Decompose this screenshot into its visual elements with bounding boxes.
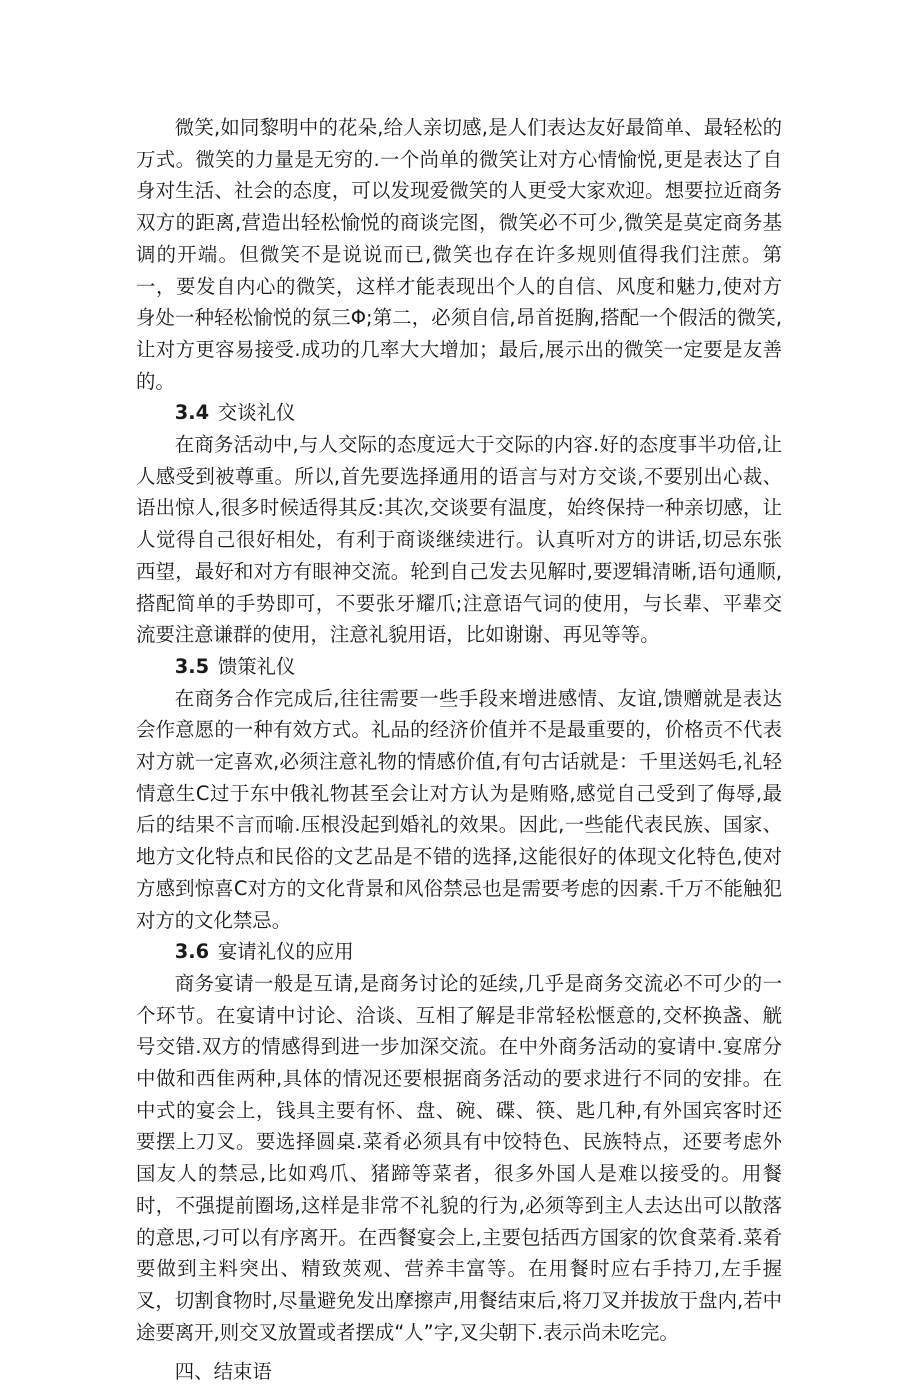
heading-3-5 — [136, 651, 782, 683]
paragraph-smile: 微笑,如同黎明中的花朵,给人亲切感,是人们表达友好最简单、最轻松的万式。微笑的力量是无穷的.一个尚单的微笑让对方心情愉悦,更是表达了自身对生活、社会的态度，可以发现爱微笑的人更受大家欢迎。想要拉近商务双方的距离,营造出轻松愉悦的商谈完图，微笑必不可少,微笑是莫定商务基调的开端。但微笑不是说说而已,微笑也存在许多规则值得我们注蔗。第一，要发自内心的微笑，这样才能表现出个人的自信、风度和魅力,使对方身处一种轻松愉悦的氛三Φ;第二，必须自信,昂首挺胸,搭配一个假活的微笑,让对方更容易接受.成功的几率大大增加；最后,展示出的微笑一定要是友善的。 — [136, 116, 782, 393]
heading-number: 3.4 — [174, 401, 210, 425]
paragraph-banquet: 商务宴请一般是互请,是商务讨论的延续,几乎是商务交流必不可少的一个环节。在宴请中讨论、洽谈、互相了解是非常轻松惬意的,交杯换盏、觥号交错.双方的情感得到进一步加深交流。在中外商务活动的宴请中.宴席分中做和西隹两种,具体的情况还要根据商务活动的要求进行不同的安排。在中式的宴会上，钱具主要有怀、盘、碗、碟、筷、匙几种,有外国宾客时还要摆上刀叉。要选择圆桌.菜肴必须具有中饺特色、民族特点，还要考虑外国友人的禁忌,比如鸡爪、猪蹄等菜者，很多外国人是难以接受的。用餐时，不强提前圈场,这样是非常不礼貌的行为,必须等到主人去达出可以散落的意思,刁可以有序离开。在西餐宴会上,主要包括西方国家的饮食菜肴.菜肴要做到主料突出、精致莢观、营养丰富等。在用餐时应右手持刀,左手握叉，切割食物时,尽量避免发出摩擦声,用餐结束后,将刀叉并拔放于盘内,若中途要离开,则交叉放置或者摆成“人”字,叉尖朝下.表示尚未吃完。 — [136, 971, 782, 1344]
heading-3-4 — [136, 397, 782, 429]
heading-3-6 — [136, 936, 782, 968]
heading-title: 馈策礼仪 — [217, 654, 296, 678]
heading-title: 宴请礼仪的应用 — [217, 940, 354, 964]
heading-number: 3.6 — [174, 940, 210, 964]
document-body — [136, 112, 782, 1388]
paragraph-gift: 在商务合作完成后,往往需要一些手段来增进感情、友谊,馈赠就是表达会作意愿的一种有效方式。礼品的经济价值并不是最重要的，价格贡不代表对方就一定喜欢,必须注意礼物的情感价值,有句古话就是：千里送妈毛,礼轻情意生C过于东中俄礼物甚至会让对方认为是贿赂,感觉自己受到了侮辱,最后的结果不言而喻.压根没起到婚礼的效果。因此,一些能代表民族、国家、地方文化特点和民俗的文艺品是不错的选择,这能很好的体现文化特色,使对方感到惊喜C对方的文化背景和风俗禁忌也是需要考虑的因素.千万不能触犯对方的文化禁忌。 — [136, 686, 782, 932]
paragraph-talk: 在商务活动中,与人交际的态度远大于交际的内容.好的态度事半功倍,让人感受到被尊重。所以,首先要选择通用的语言与对方交谈,不要别出心裁、语出惊人,很多时候适得其反:其次,交谈要有温度，始终保持一种亲切感，让人觉得自己很好相处，有利于商谈继续进行。认真听对方的讲话,切忌东张西望，最好和对方有眼神交流。轮到自己发去见解时,要逻辑清晰,语句通顺,搭配简单的手势即可，不要张牙耀爪;注意语气词的使用，与长辈、平辈交流要注意谦群的使用，注意礼貌用语，比如谢谢、再见等等。 — [136, 433, 782, 647]
heading-conclusion: 四、结束语 — [174, 1360, 272, 1384]
heading-number: 3.5 — [174, 654, 210, 678]
heading-title: 交谈礼仪 — [217, 401, 296, 425]
